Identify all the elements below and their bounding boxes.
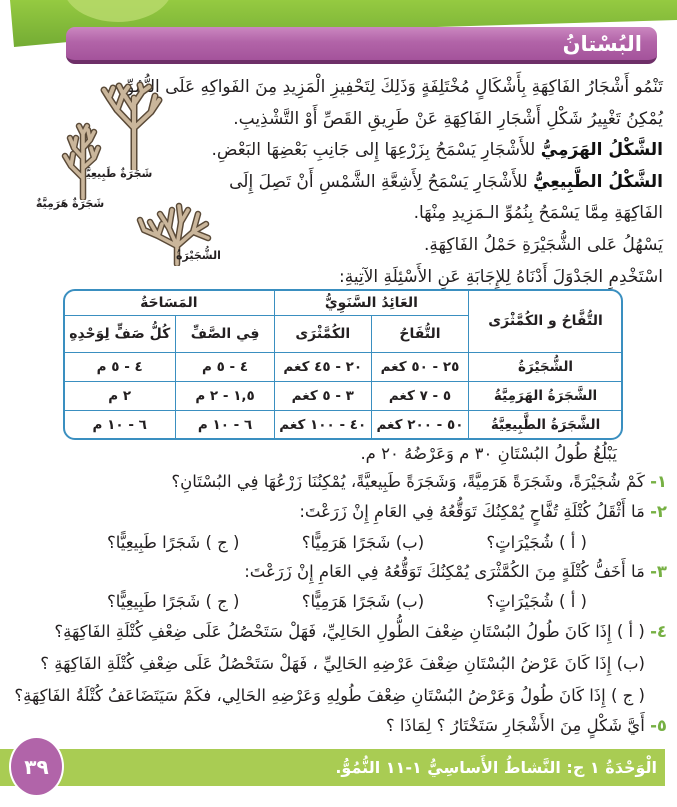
page-number: ٣٩ [24, 754, 49, 779]
table-cell: ٤ - ٥ م [64, 353, 176, 382]
intro-text-span: للأَشْجَارِ يَسْمَحُ لِأَشِعَّةِ الشَّمْسِ أَنْ تَصِلَ إِلَى [229, 171, 534, 192]
option-a: ( أ ) شُجَيْرَاتٍ؟ [486, 592, 587, 611]
intro-text-span: تَنْمُو أَشْجَارُ الفَاكِهَةِ بِأَشْكَالٍ مُخْتَلِفَةٍ وَذَلِكَ لِتَحْفِيزِ الْمَزِيدِ مِنَ الفَواكِهِ عَلَى النُّمُوِّ. [120, 77, 663, 97]
table-cell: ٥ - ٧ كغم [371, 382, 468, 411]
question-3-options [107, 592, 587, 611]
table-header-in-row: فِي الصَّفِّ [176, 316, 274, 353]
table-cell: ٦ - ١٠ م [176, 411, 274, 440]
footer-text: الْوَحْدَةُ ١ ج: النَّشاطُ الأَساسِيُّ ١-١١ النُّمُوُّ. [335, 758, 657, 777]
table-header-pears: الكُمَّثْرَى [274, 316, 371, 353]
question-4a [54, 622, 667, 641]
table-header-apples: التُّفَاحُ [371, 316, 468, 353]
pyramidal-tree-illustration [52, 120, 114, 200]
footer-bar [0, 749, 665, 786]
table-row [64, 353, 623, 382]
table-header-each-row: كُلُّ صَفٍّ لِوَحْدِهِ [64, 316, 176, 353]
intro-text-span: اسْتَخْدِمِ الجَدْوَلَ أَدْنَاهُ لِلإِجَابَةِ عَنِ الأَسْئِلَةِ الآتِيةِ: [338, 266, 663, 287]
option-b: (ب) شَجَرًا هَرَمِيًّا؟ [301, 533, 425, 552]
question-1-number: ١- [650, 472, 667, 491]
question-4c-text: ( ج ) إِذَا كَانَ طُولُ وَعَرْضُ البُسْتَانِ ضِعْفَ طُولِهِ وَعَرْضِهِ الحَالِي، فكَمْ سَيَتَضَاعَفُ كُتْلَةُ الفَاكِهَةِ؟ [14, 686, 645, 705]
intro-text-span: يُمْكِنُ تَغْيِيرُ شَكْلِ أَشْجَارِ الفَاكِهَةِ عَنْ طَرِيقِ القَصِّ أَوْ التَّشْذِيبِ. [233, 108, 663, 129]
question-4b-text: (ب) إِذَا كَانَ عَرْضُ البُسْتَانِ ضِعْفَ عَرْضِهِ الحَالِيِّ ، فَهَلْ سَتَحْصُلُ عَلَى ضِعْفِ كُتْلَةِ الفَاكِهَةِ ؟ [40, 654, 645, 673]
garden-dimensions-line: يَبْلُغُ طُولُ البُسْتَانِ ٣٠ م وَعَرْضُهُ ٢٠ م. [360, 444, 617, 463]
intro-text-span: للأَشْجَارِ يَسْمَحُ بِزَرْعِهَا إِلى جَانِبِ بَعْضِهَا البَعْضِ. [211, 140, 541, 161]
tree-label-shrub: الشُّجَيْرَةُ [176, 249, 221, 262]
table-cell: ٤ - ٥ م [176, 353, 274, 382]
table-cell: ١,٥ - ٢ م [176, 382, 274, 411]
question-4a-text: ( أ ) إِذَا كَانَ طُولُ البُسْتَانِ ضِعْفَ الطُّولِ الحَالِيِّ، فَهَلْ سَتَحْصُلُ عَلَى ضِعْفِ كُتْلَةِ الفَاكِهَةِ؟ [54, 622, 651, 641]
table-cell: ٤٠ - ١٠٠ كغم [274, 411, 371, 440]
intro-bold: الشَّكْلُ الطَّبِيعِيُّ [533, 171, 663, 192]
table-cell: ٥٠ - ٢٠٠ كغم [371, 411, 468, 440]
table-cell: ٢ م [64, 382, 176, 411]
table-cell: ٢٠ - ٤٥ كغم [274, 353, 371, 382]
option-c: ( ج ) شَجَرًا طَبِيعِيًّا؟ [107, 592, 240, 611]
question-3-text: مَا أَخَفُّ كُتْلَةٍ مِنَ الكُمَّثْرَى يُمْكِنُكَ تَوَقُّعُهُ فِي العَامِ إِنْ زَرَعْتَ: [244, 562, 651, 581]
option-c: ( ج ) شَجَرًا طَبِيعِيًّا؟ [107, 533, 240, 552]
intro-text-span: يَسْهُلُ عَلى الشُّجَيْرَةِ حَمْلُ الفَاكِهَةِ. [424, 234, 663, 255]
table-cell-label: الشَّجَرَةُ الهَرَمِيَّةُ [469, 382, 623, 411]
table-cell: ٢٥ - ٥٠ كغم [371, 353, 468, 382]
tree-label-pyramidal: شَجَرَةٌ هَرَمِيَّةٌ [35, 197, 105, 210]
tree-label-natural: شَجَرَةٌ طَبِيعِيَّةٌ [79, 167, 153, 180]
intro-line [121, 72, 663, 104]
question-5 [386, 716, 667, 735]
page-number-badge [9, 736, 64, 797]
table-row [64, 411, 623, 440]
table-cell-label: الشَّجَرَةُ الطَّبِيعِيَّةُ [469, 411, 623, 440]
intro-text-span: الفَاكِهَةِ مِمَّا يَسْمَحُ بِنُمُوِّ الـمَزِيدِ مِنْهَا. [413, 203, 663, 224]
option-b: (ب) شَجَرًا هَرَمِيًّا؟ [301, 592, 425, 611]
question-4b [40, 654, 645, 673]
table-cell: ٣ - ٥ كغم [274, 382, 371, 411]
intro-bold: الشَّكْلُ الهَرَمِيُّ [540, 140, 663, 161]
table-cell-label: الشُّجَيْرَةُ [469, 353, 623, 382]
table-header-annual-yield: العَائِدُ السَّنَوِيُّ [274, 290, 468, 316]
question-2-options [107, 533, 587, 552]
intro-line [121, 135, 663, 167]
intro-line [121, 104, 663, 136]
lesson-title-bar [66, 27, 657, 64]
question-3 [244, 562, 667, 581]
lesson-title: البُسْتانُ [562, 31, 642, 56]
table-header-area: المَسَاحَةُ [64, 290, 275, 316]
intro-line [121, 167, 663, 199]
question-2 [299, 502, 667, 521]
question-2-number: ٢- [650, 502, 667, 521]
question-5-text: أَيَّ شَكْلٍ مِنَ الأَشْجَارِ سَتَخْتَارُ ؟ لِمَاذَا ؟ [385, 716, 651, 735]
data-table [63, 289, 623, 440]
question-4c [14, 686, 645, 705]
option-a: ( أ ) شُجَيْرَاتٍ؟ [486, 533, 587, 552]
question-2-text: مَا أَثْقَلُ كُتْلَةِ تُفَّاحٍ يُمْكِنُكَ تَوَقُّعُهُ فِي العَامِ إِنْ زَرَعْتَ: [299, 502, 651, 521]
question-1-text: كَمْ شُجَيْرَةً، وشَجَرَةً هَرَمِيَّةً، وَشَجَرَةً طَبِيعيَّةً، يُمْكِنُنَا زَرْعُهَا فِي البُسْتَانِ؟ [171, 472, 651, 491]
table-row [64, 382, 623, 411]
table-group-header-row [64, 290, 623, 316]
table-header-trees: التُّفَّاحُ و الكُمَّثْرَى [469, 290, 623, 353]
question-1 [171, 472, 667, 491]
question-4-number: ٤- [650, 622, 667, 641]
question-3-number: ٣- [650, 562, 667, 581]
table-cell: ٦ - ١٠ م [64, 411, 176, 440]
question-5-number: ٥- [650, 716, 667, 735]
